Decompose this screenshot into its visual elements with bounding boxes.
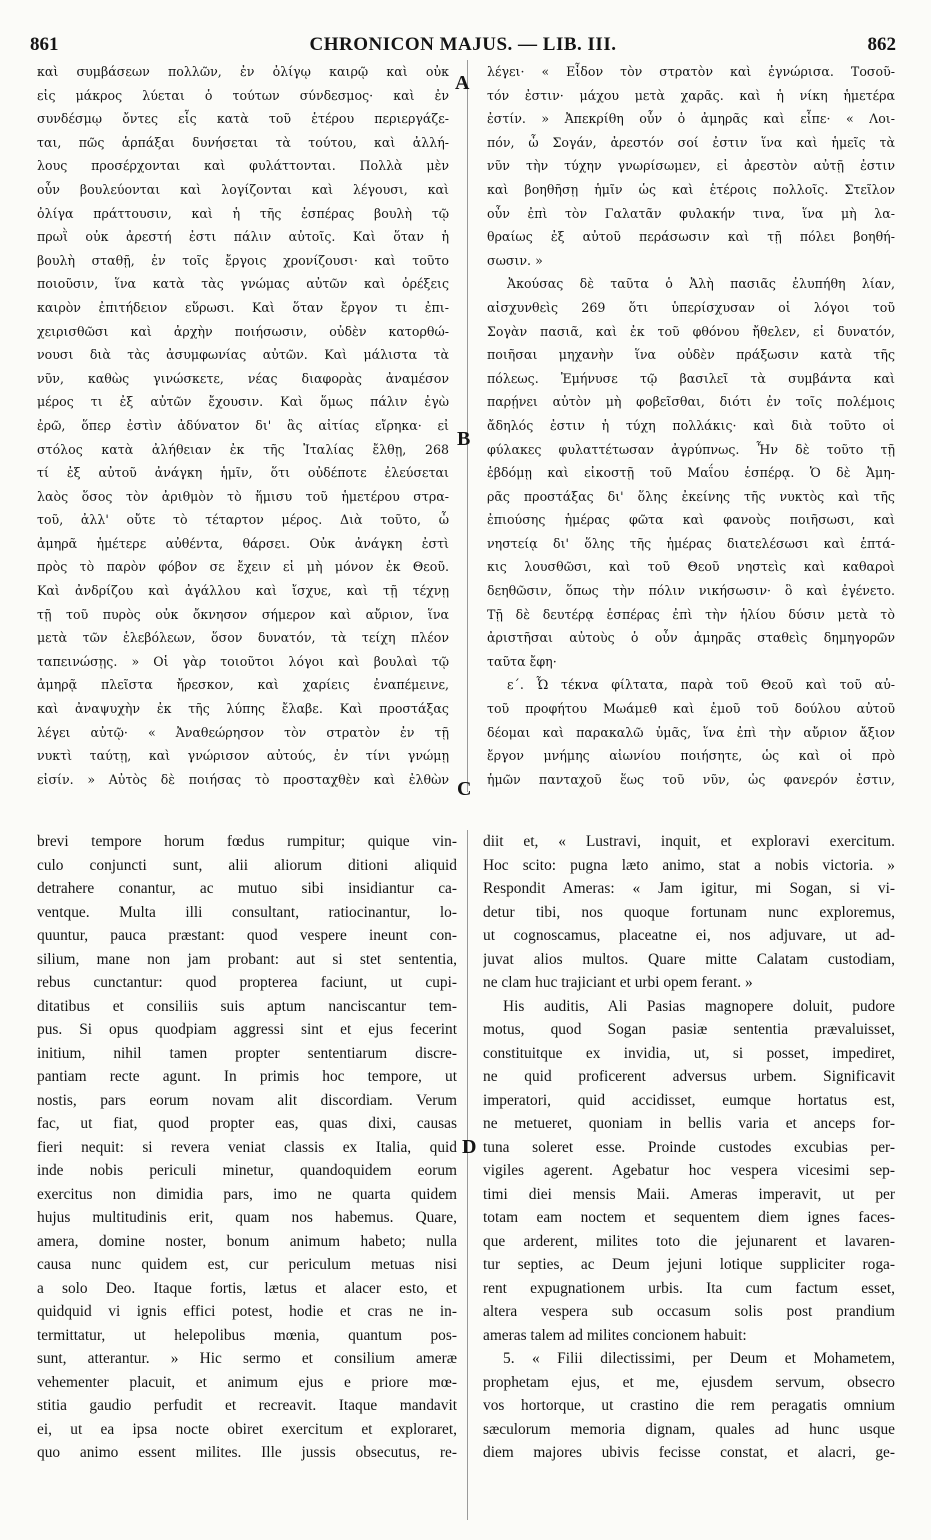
margin-marker-a: A	[455, 72, 470, 94]
page-number-left: 861	[30, 34, 59, 55]
text-line: ἑβδόμῃ καὶ εἰκοστῇ τοῦ Μαΐου ἑσπέρᾳ. Ὁ δὲ Ἀμη-	[487, 465, 895, 481]
text-line: fac, ut fiat, quod propter eas, quas dixi, causas	[37, 1115, 457, 1132]
text-line: λους προσέρχονται καὶ φυλάττονται. Πολλὰ μὲν	[37, 158, 449, 174]
text-line: ποιῆσαι μηχανὴν ἵνα οὐδὲν πράξωσιν κατὰ τῆς	[487, 347, 895, 363]
text-line: μετὰ τῶν ἑλεβόλεων, ὅσον δυνατόν, τὰ τείχη πλέον	[37, 630, 449, 646]
text-line: νουσι διὰ τὰς ἀσυμφωνίας αὐτῶν. Καὶ μάλιστα τὰ	[37, 347, 449, 363]
text-line: pus. Si opus quodpiam aggressi sint et ejus fecerint	[37, 1021, 457, 1038]
text-line: πόλεως. Ἐμήνυσε τῷ βασιλεῖ τὰ συμβάντα καὶ	[487, 370, 895, 386]
text-line: constituitque ex invidia, ut, si posset, impediret,	[483, 1044, 895, 1062]
text-line: ne quid proficerent adversus urbem. Significavit	[483, 1068, 895, 1085]
text-line: νῦν τὴν τύχην γνωρίσωμεν, εἰ ἀρεστὸν αὐτῇ ἐστιν	[487, 158, 895, 174]
text-line: Σογὰν πασιᾶ, καὶ ἐκ τοῦ φθόνου ἤθελεν, εἰ δυνατόν,	[487, 323, 895, 339]
text-line: καὶ ἀναψυχὴν ἐκ τῆς λύπης ἔλαβε. Καὶ προστάξας	[37, 701, 449, 717]
text-line: nostis, pars eorum novam alit discordiam. Verum	[37, 1091, 457, 1109]
text-line: πρὸς τὸ παρὸν φόβον σε ἔχειν εἰ μὴ μόνον ἐκ Θεοῦ.	[37, 559, 449, 575]
text-line: detrahere conantur, ac mutuo sibi insidiantur ca-	[37, 880, 457, 897]
text-line: τόν ἐστιν· μάχου μετὰ χαρᾶς. καὶ ἡ νίκη ἡμετέρα	[487, 87, 895, 103]
text-line: totam eam noctem et sequentem diem ignes faces-	[483, 1209, 895, 1226]
text-line: tur septies, ac Deum jejuni lotique suppliciter roga-	[483, 1256, 895, 1273]
text-line: quidquid vi ignis effici potest, hodie et cras ne in-	[37, 1303, 457, 1320]
text-line: Ἀκούσας δὲ ταῦτα ὁ Ἀλὴ πασιᾶς ἐλυπήθη λίαν,	[507, 276, 895, 292]
text-line: ventque. Multa illi consultant, ratiocinantur, lo-	[37, 903, 457, 921]
text-line: εἰς μάκρος λύεται ὁ τούτων σύνδεσμος· καὶ ἐν	[37, 87, 449, 103]
text-line: οὖν βουλεύονται καὶ λογίζονται καὶ λέγουσι, καὶ	[37, 181, 449, 197]
text-line: τοῦ προφήτου Μωάμεθ καὶ ἐμοῦ τοῦ δούλου αὐτοῦ	[487, 701, 895, 717]
text-line: ne metueret, quoniam in bellis varia et anceps for-	[483, 1115, 895, 1132]
text-line: ε΄. Ὦ τέκνα φίλτατα, παρὰ τοῦ Θεοῦ καὶ τοῦ αὐ-	[507, 677, 895, 693]
text-line: vehementer placuit, et animum ejus e priore mœ-	[37, 1373, 457, 1391]
text-line: rebus cunctantur: quod propterea faciunt, ut cupi-	[37, 974, 457, 991]
text-line: timi diei mensis Maii. Ameras imperavit, ut per	[483, 1185, 895, 1203]
margin-marker-b: B	[457, 428, 471, 450]
text-line: δέομαι καὶ παρακαλῶ ὑμᾶς, ἵνα ἐπὶ τὴν αὔριον ἄξιον	[487, 724, 895, 740]
text-line: sunt, atterantur. » Hic sermo et consilium ameræ	[37, 1350, 457, 1367]
text-line: His auditis, Ali Pasias magnopere doluit, pudore	[503, 997, 895, 1015]
text-line: καιρὸν ἐπιτήδειον εὕρωσι. Καὶ ὅταν ἔργον τι ἐπι-	[37, 299, 449, 315]
text-line: stitia gaudio perfudit et recreavit. Itaque mandavit	[37, 1397, 457, 1414]
text-line: νῦν, καθὼς γινώσκετε, νέας διαφορὰς ἀναμέσον	[37, 370, 449, 386]
text-line: πόν, ὦ Σογάν, ἀρεστόν σοί ἐστιν ἵνα καὶ ἡμεῖς τὰ	[487, 134, 895, 150]
running-title: CHRONICON MAJUS. — LIB. III.	[309, 34, 617, 55]
text-line: que arderent, milites toto die jejunarent et lavaren-	[483, 1232, 895, 1250]
greek-column-right	[487, 60, 895, 791]
text-line: κις λουσθῶσι, καὶ τοῦ Θεοῦ νηστεὶς καὶ καθαροὶ	[487, 559, 895, 575]
text-line: ἐστίν. » Ἀπεκρίθη οὖν ὁ ἀμηρᾶς καὶ εἶπε· « Λοι-	[487, 111, 895, 127]
text-line: Hoc scito: pugna læto animo, stat a nobis victoria. »	[483, 856, 895, 874]
text-line: βουλὴ σταθῇ, ἐν τοῖς ἔργοις χρονίζουσι· καὶ τοῦτο	[37, 252, 449, 268]
text-line: vigiles agerent. Agebatur hoc vespera vicesimi sep-	[483, 1162, 895, 1179]
text-line: ne clam huc trajiciant et urbi opem ferant. »	[483, 974, 753, 991]
text-line: δεηθῶσιν, ὅπως τὴν πόλιν νικήσωσιν· ὃ καὶ ἐγένετο.	[487, 583, 895, 599]
text-line: Respondit Ameras: « Jam igitur, mi Sogan, si vi-	[483, 880, 895, 897]
text-line: motus, quod Sogan pasiæ sententia prævaluisset,	[483, 1021, 895, 1038]
text-line: rent expugnationem urbis. Ita cum factum esset,	[483, 1279, 895, 1297]
text-line: οὖν ἐπὶ τὸν Γαλατᾶν φυλακήν τινα, ἵνα μὴ λα-	[487, 205, 895, 221]
text-line: termittatur, ut helepolibus mœnia, quantum pos-	[37, 1326, 457, 1344]
latin-column-right	[483, 830, 895, 1465]
text-line: ἄδηλός ἐστιν ἡ τύχη πολλάκις· καὶ διὰ τοῦτο οἱ	[487, 417, 895, 433]
text-line: amera, domine noster, bonum animum habeto; nulla	[37, 1232, 457, 1250]
text-line: diit et, « Lustravi, inquit, et exploravi exercitum.	[483, 833, 895, 850]
text-line: λέγει αὐτῷ· « Ἀναθεώρησον τὸν στρατὸν ἐν τῇ	[37, 724, 449, 740]
text-line: inde nobis periculi minetur, quandoquidem eorum	[37, 1162, 457, 1179]
text-line: vos hortorque, ut crastino die rem peragatis omnium	[483, 1397, 895, 1414]
text-line: fieri nequit: si revera veniat classis ex Italia, quid	[37, 1138, 457, 1156]
text-line: παρῄνει αὐτὸν μὴ φοβεῖσθαι, διότι ἐν τοῖς πολέμοις	[487, 394, 895, 410]
text-line: ditatibus et consiliis suis aptum nanciscantur tem-	[37, 997, 457, 1015]
page-header	[30, 34, 896, 58]
text-line: hujus multitudinis erit, quam nos habemus. Quare,	[37, 1209, 457, 1226]
text-line: Τῇ δὲ δευτέρᾳ ἑσπέρας ἐπὶ τὴν ἡλίου δύσιν μετὰ τὸ	[487, 606, 895, 622]
text-line: culo conjuncti sunt, alii aliorum ditioni aliquid	[37, 856, 457, 874]
text-line: exercitus non dimidia pars, imo ne quarta quidem	[37, 1185, 457, 1203]
text-line: ἔργον μνήμης αἰωνίου ποιήσητε, ὡς καὶ οἱ πρὸ	[487, 748, 895, 764]
text-line: ut cognoscamus, placeatne ei, nos adjuvare, ut ad-	[483, 927, 895, 944]
text-line: detur tibi, nos quoque fortunam nunc exploremus,	[483, 903, 895, 921]
text-line: φύλακες φυλαττέτωσαν ἀγρύπνως. Ἦν δὲ τοῦτο τῇ	[487, 441, 895, 457]
text-line: τῇ τοῦ πυρὸς οὐκ ὄκνησον σήμερον καὶ αὔριον, ἵνα	[37, 606, 449, 622]
latin-column-left	[37, 830, 457, 1465]
column-divider-latin	[467, 830, 468, 1520]
text-line: sæculorum memoria dignam, quales ad hunc usque	[483, 1420, 895, 1438]
text-line: brevi tempore horum fœdus rumpitur; quique vin-	[37, 833, 457, 850]
text-line: altera vespera sub occasum solis post prandium	[483, 1303, 895, 1320]
text-line: a solo Deo. Itaque fortis, lætus et alacer esto, et	[37, 1279, 457, 1297]
text-line: quuntur, pauca præstant: quod vespere ineunt con-	[37, 927, 457, 944]
text-line: ἐπιούσης ἡμέρας φῶτα καὶ φανοὺς ποιῆσωσι, καὶ	[487, 512, 895, 528]
text-line: ἀμηρᾶ ἡμέτερε αὐθέντα, θάρσει. Οὐκ ἀνάγκη ἐστὶ	[37, 535, 449, 551]
text-line: λαὸς ὅσος τὸν ἀριθμὸν τὸ ἥμισυ τοῦ ἡμετέρου στρα-	[37, 488, 449, 504]
text-line: εἰσίν. » Αὐτὸς δὲ ποιήσας τὸ προσταχθὲν καὶ ἐλθὼν	[37, 771, 449, 787]
text-line: ameras talem ad milites concionem habuit:	[483, 1326, 747, 1344]
text-line: αἰσχυνθεὶς 269 ὅτι ὑπερίσχυσαν οἱ λόγοι τοῦ	[487, 299, 895, 315]
text-line: initium, nihil tamen propter sententiarum discre-	[37, 1044, 457, 1062]
text-line: quo animo essent milites. Ille jussis obsecutus, re-	[37, 1444, 457, 1461]
text-line: imperatori, quid accidisset, eumque hortatus est,	[483, 1091, 895, 1109]
text-line: prophetam ejus, et me, ejusdem servum, obsecro	[483, 1373, 895, 1391]
text-line: tuna soleret esse. Proinde custodes excubias per-	[483, 1138, 895, 1156]
text-line: pantiam recte agunt. In primis hoc tempore, ut	[37, 1068, 457, 1085]
text-line: juvat alios multos. Quare mitte Calatam custodiam,	[483, 950, 895, 968]
text-line: ται, πῶς ἁρπάξαι δυνήσεται τὰ τούτου, καὶ ἀλλή-	[37, 134, 449, 150]
text-line: 5. « Filii dilectissimi, per Deum et Mohametem,	[503, 1350, 895, 1367]
text-line: ἡμῶν πανταχοῦ ἕως τοῦ νῦν, ὡς φανερόν ἐστιν,	[487, 771, 895, 787]
margin-marker-c: C	[457, 778, 472, 800]
margin-marker-d: D	[462, 1136, 477, 1158]
text-line: καὶ συμβάσεων πολλῶν, ἐν ὀλίγῳ καιρῷ καὶ οὐκ	[37, 64, 449, 79]
text-line: σωσιν. »	[487, 252, 543, 268]
text-line: ταπεινώσῃς. » Οἱ γὰρ τοιοῦτοι λόγοι καὶ βουλαὶ τῷ	[37, 653, 449, 669]
text-line: ὀλίγα πράττουσιν, καὶ ἡ τῆς ἑσπέρας βουλὴ τῷ	[37, 205, 449, 221]
text-line: diem majores ubivis fecisse constat, et alacri, ge-	[483, 1444, 895, 1461]
text-line: στόλος κατὰ ἀλήθειαν ἐκ τῆς Ἰταλίας ἔλθῃ, 268	[37, 441, 449, 457]
text-line: νυκτὶ ταύτῃ, καὶ γνώρισον αὐτούς, ἐν τίνι γνώμῃ	[37, 748, 449, 764]
text-line: ei, ut ea ipsa nocte obiret exercitum et exploraret,	[37, 1420, 457, 1438]
text-line: τί ἐξ αὐτοῦ ἀνάγκη ἡμῖν, ὅτι οὐδέποτε ἐλεύσεται	[37, 465, 449, 481]
text-line: ρᾶς προστάξας δι' ὅλης ἐκείνης τῆς νυκτὸς καὶ τῆς	[487, 488, 895, 504]
text-line: συνδέσμῳ ὄντες εἷς κατὰ τοῦ ἑτέρου περιεργάζε-	[37, 111, 449, 127]
text-line: silium, mane non jam probant: aut si stet sententia,	[37, 950, 457, 968]
text-line: ποιοῦσιν, ἵνα κατὰ τὰς γνώμας αὐτῶν καὶ ὀρέξεις	[37, 276, 449, 292]
text-line: ἐρῶ, ὅπερ ἐστὶν ἀδύνατον δι' ἃς αἰτίας εἴρηκα· εἰ	[37, 417, 449, 433]
text-line: Καὶ ἀνδρίζου καὶ ἀγάλλου καὶ ἴσχυε, καὶ τῇ τέχνῃ	[37, 583, 449, 599]
text-line: μέρος τι ἐξ αὐτῶν ἔχουσιν. Καὶ ὅμως πάλιν ἐγὼ	[37, 394, 449, 410]
text-line: τοῦ, ἀλλ' οὔτε τὸ τέταρτον μέρος. Διὰ τοῦτο, ὦ	[37, 512, 449, 528]
text-line: καὶ βοηθῆσῃ ἡμῖν ὡς καὶ ἑτέροις πολλοῖς. Στεῖλον	[487, 181, 895, 197]
page-number-right: 862	[867, 34, 896, 55]
text-line: χειρισθῶσι καὶ ἀρχὴν ποιήσωσιν, οὐδὲν κατορθώ-	[37, 323, 449, 339]
text-line: ἀριστῆσαι αὐτοὺς ὁ οὖν ἀμηρᾶς σταθεὶς δημηγορῶν	[487, 630, 895, 646]
text-line: ἀμηρᾷ πλεῖστα ἤρεσκον, καὶ χαρίεις ἐναπέμεινε,	[37, 677, 449, 693]
text-line: causa nunc quidem est, cur periculum metuas nisi	[37, 1256, 457, 1273]
text-line: λέγει· « Εἶδον τὸν στρατὸν καὶ ἐγνώρισα. Τοσοῦ-	[487, 64, 895, 79]
text-line: νηστείᾳ δι' ὅλης τῆς ἡμέρας διατελέσωσι καὶ ἑπτά-	[487, 535, 895, 551]
text-line: πρωῒ οὐκ ἀρεστή ἐστι πάλιν αὐτοῖς. Καὶ ὅταν ἡ	[37, 229, 449, 245]
text-line: ταῦτα ἔφη·	[487, 653, 557, 669]
text-line: θραίως ἐξ αὐτοῦ περάσωσιν καὶ τῇ πόλει βοηθή-	[487, 229, 895, 245]
greek-column-left	[37, 60, 449, 791]
column-divider-greek	[467, 60, 468, 792]
